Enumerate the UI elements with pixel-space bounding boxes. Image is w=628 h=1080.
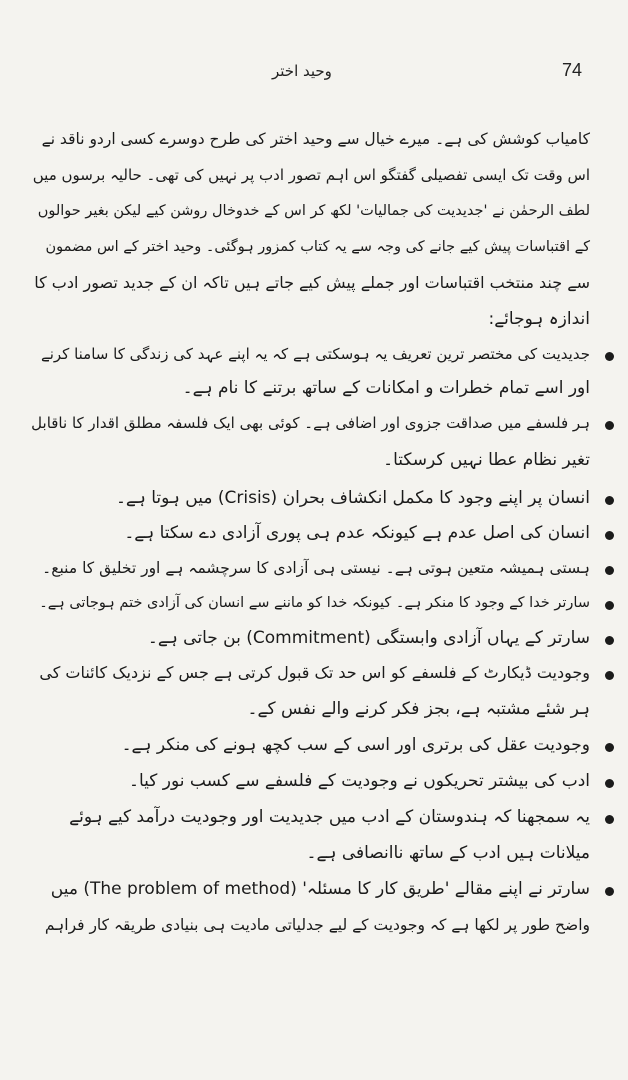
paragraph-line: کامیاب کوشش کی ہے۔ میرے خیال سے وحید اختر کی طرح دوسرے کسی اردو ناقد نے [41,130,590,148]
bullet-line: وجودیت عقل کی برتری اور اسی کے سب کچھ ہونے کی منکر ہے۔ [121,735,590,755]
bullet-icon [605,496,614,505]
bullet-line: انسان کی اصل عدم ہے کیونکہ عدم ہی پوری آزادی دے سکتا ہے۔ [124,523,590,543]
bullet-icon [605,352,614,361]
bullet-line: سارتر کے یہاں آزادی وابستگی (Commitment) بن جاتی ہے۔ [147,628,590,648]
bullet-line: سارتر خدا کے وجود کا منکر ہے۔ کیونکہ خدا کو ماننے سے انسان کی آزادی ختم ہوجاتی ہے۔ [39,595,590,611]
paragraph-line: اندازہ ہوجائے: [488,309,590,329]
bullet-line: ہر شئے مشتبہ ہے، بجز فکر کرنے والے نفس کے۔ [247,699,590,719]
bullet-line: سارتر نے اپنے مقالے 'طریق کار کا مسئلہ' (The problem of method) میں [50,879,590,899]
bullet-line: اور اسے تمام خطرات و امکانات کے ساتھ برتنے کا نام ہے۔ [182,378,590,398]
bullet-icon [605,531,614,540]
bullet-line: ادب کی بیشتر تحریکوں نے وجودیت کے فلسفے سے کسب نور کیا۔ [129,771,590,791]
bullet-icon [605,743,614,752]
bullet-icon [605,815,614,824]
bullet-line: یہ سمجھنا کہ ہندوستان کے ادب میں جدیدیت اور وجودیت درآمد کیے ہوئے [69,807,590,827]
bullet-line: ہر فلسفے میں صداقت جزوی اور اضافی ہے۔ کوئی بھی ایک فلسفہ مطلق اقدار کا ناقابل [31,414,590,432]
paragraph-line: لطف الرحمٰن نے 'جدیدیت کی جمالیات' لکھ کر اس کے خدوخال روشن کیے لیکن بغیر حوالوں [37,203,590,219]
bullet-line: تغیر نظام عطا نہیں کرسکتا۔ [383,450,590,470]
page-number: 74 [562,60,583,80]
bullet-line: جدیدیت کی مختصر ترین تعریف یہ ہوسکتی ہے کہ یہ اپنے عہد کی زندگی کا سامنا کرنے [40,345,590,363]
bullet-line: ہستی ہمیشہ متعین ہوتی ہے۔ نیستی ہی آزادی کا سرچشمہ ہے اور تخلیق کا منبع۔ [42,559,590,577]
bullet-icon [605,671,614,680]
paragraph-line: کے اقتباسات پیش کیے جانے کی وجہ سے یہ کتاب کمزور ہوگئی۔ وحید اختر کے اس مضمون [45,239,590,255]
bullet-line: انسان پر اپنے وجود کا مکمل انکشاف بحران (Crisis) میں ہوتا ہے۔ [115,488,590,508]
bullet-icon [605,421,614,430]
bullet-icon [605,636,614,645]
running-head: وحید اختر [272,62,332,80]
bullet-icon [605,566,614,575]
bullet-icon [605,887,614,896]
bullet-icon [605,779,614,788]
bullet-icon [605,601,614,610]
bullet-line: وجودیت ڈیکارٹ کے فلسفے کو اس حد تک قبول کرتی ہے جس کے نزدیک کائنات کی [39,663,590,682]
bullet-line: واضح طور پر لکھا ہے کہ وجودیت کے لیے جدلیاتی مادیت ہی بنیادی طریقہ کار فراہم [44,916,590,934]
bullet-line: میلانات ہیں ادب کے ساتھ ناانصافی ہے۔ [306,843,590,863]
paragraph-line: اس وقت تک ایسی تفصیلی گفتگو اس اہم تصور ادب پر نہیں کی تھی۔ حالیہ برسوں میں [32,166,590,184]
paragraph-line: سے چند منتخب اقتباسات اور جملے پیش کیے جاتے ہیں تاکہ ان کے جدید تصور ادب کا [34,273,590,292]
